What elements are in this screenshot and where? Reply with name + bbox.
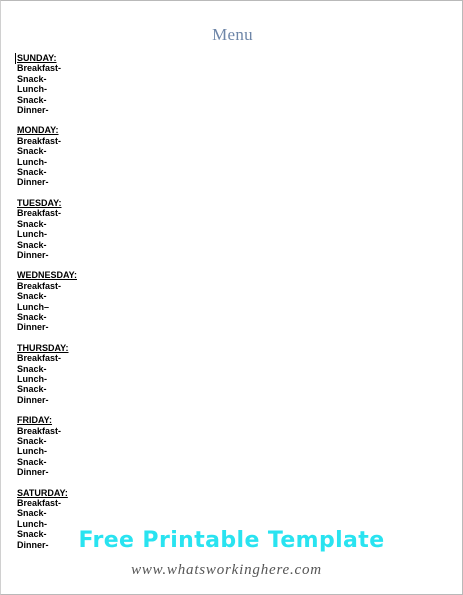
day-block-thursday: [17, 343, 77, 405]
meal-line: Lunch–: [17, 301, 50, 312]
meal-line: Lunch-: [17, 518, 47, 529]
meal-line: Breakfast-: [17, 353, 62, 364]
meal-line: Snack-: [17, 291, 47, 302]
meal-line: Dinner-: [17, 177, 49, 188]
meal-line: Snack-: [17, 508, 47, 519]
meal-line: Dinner-: [17, 249, 49, 260]
meal-line: Breakfast-: [17, 63, 62, 74]
meal-line: Snack-: [17, 167, 47, 178]
meal-line: Snack-: [17, 218, 47, 229]
day-block-sunday: [17, 53, 77, 115]
day-heading: FRIDAY:: [17, 415, 53, 426]
meal-line: Snack-: [17, 239, 47, 250]
meal-line: Snack-: [17, 311, 47, 322]
page-title: Menu: [212, 25, 253, 44]
day-block-friday: [17, 415, 77, 477]
meal-line: Breakfast-: [17, 208, 62, 219]
day-list: [17, 53, 77, 560]
day-block-wednesday: [17, 270, 77, 332]
meal-line: Snack-: [17, 146, 47, 157]
meal-line: Dinner-: [17, 322, 49, 333]
meal-line: Lunch-: [17, 84, 47, 95]
day-heading: SUNDAY:: [17, 53, 57, 63]
watermark-site: www.whatsworkinghere.com: [131, 562, 322, 578]
day-block-monday: [17, 125, 77, 187]
day-block-tuesday: [17, 198, 77, 260]
day-heading: MONDAY:: [17, 125, 59, 136]
meal-line: Lunch-: [17, 156, 47, 167]
meal-line: Lunch-: [17, 373, 47, 384]
meal-line: Dinner-: [17, 105, 49, 116]
day-heading: TUESDAY:: [17, 197, 62, 208]
meal-line: Breakfast-: [17, 135, 62, 146]
meal-line: Snack-: [17, 384, 47, 395]
day-heading: THURSDAY:: [17, 342, 69, 353]
meal-line: Breakfast-: [17, 425, 62, 436]
meal-line: Dinner-: [17, 467, 49, 478]
meal-line: Breakfast-: [17, 498, 62, 509]
meal-line: Snack-: [17, 436, 47, 446]
meal-line: Dinner-: [17, 539, 49, 550]
day-heading: SATURDAY:: [17, 487, 68, 498]
meal-line: Snack-: [17, 94, 47, 105]
meal-line: Lunch-: [17, 229, 47, 240]
meal-line: Snack-: [17, 456, 47, 467]
meal-line: Lunch-: [17, 446, 47, 457]
meal-line: Dinner-: [17, 394, 49, 405]
text-cursor: [15, 53, 16, 64]
day-heading: WEDNESDAY:: [17, 270, 78, 281]
meal-line: Snack-: [17, 363, 47, 374]
meal-line: Snack-: [17, 529, 47, 540]
meal-line: Snack-: [17, 73, 47, 84]
promo-banner: Free Printable Template: [78, 528, 385, 553]
meal-line: Breakfast-: [17, 280, 62, 291]
